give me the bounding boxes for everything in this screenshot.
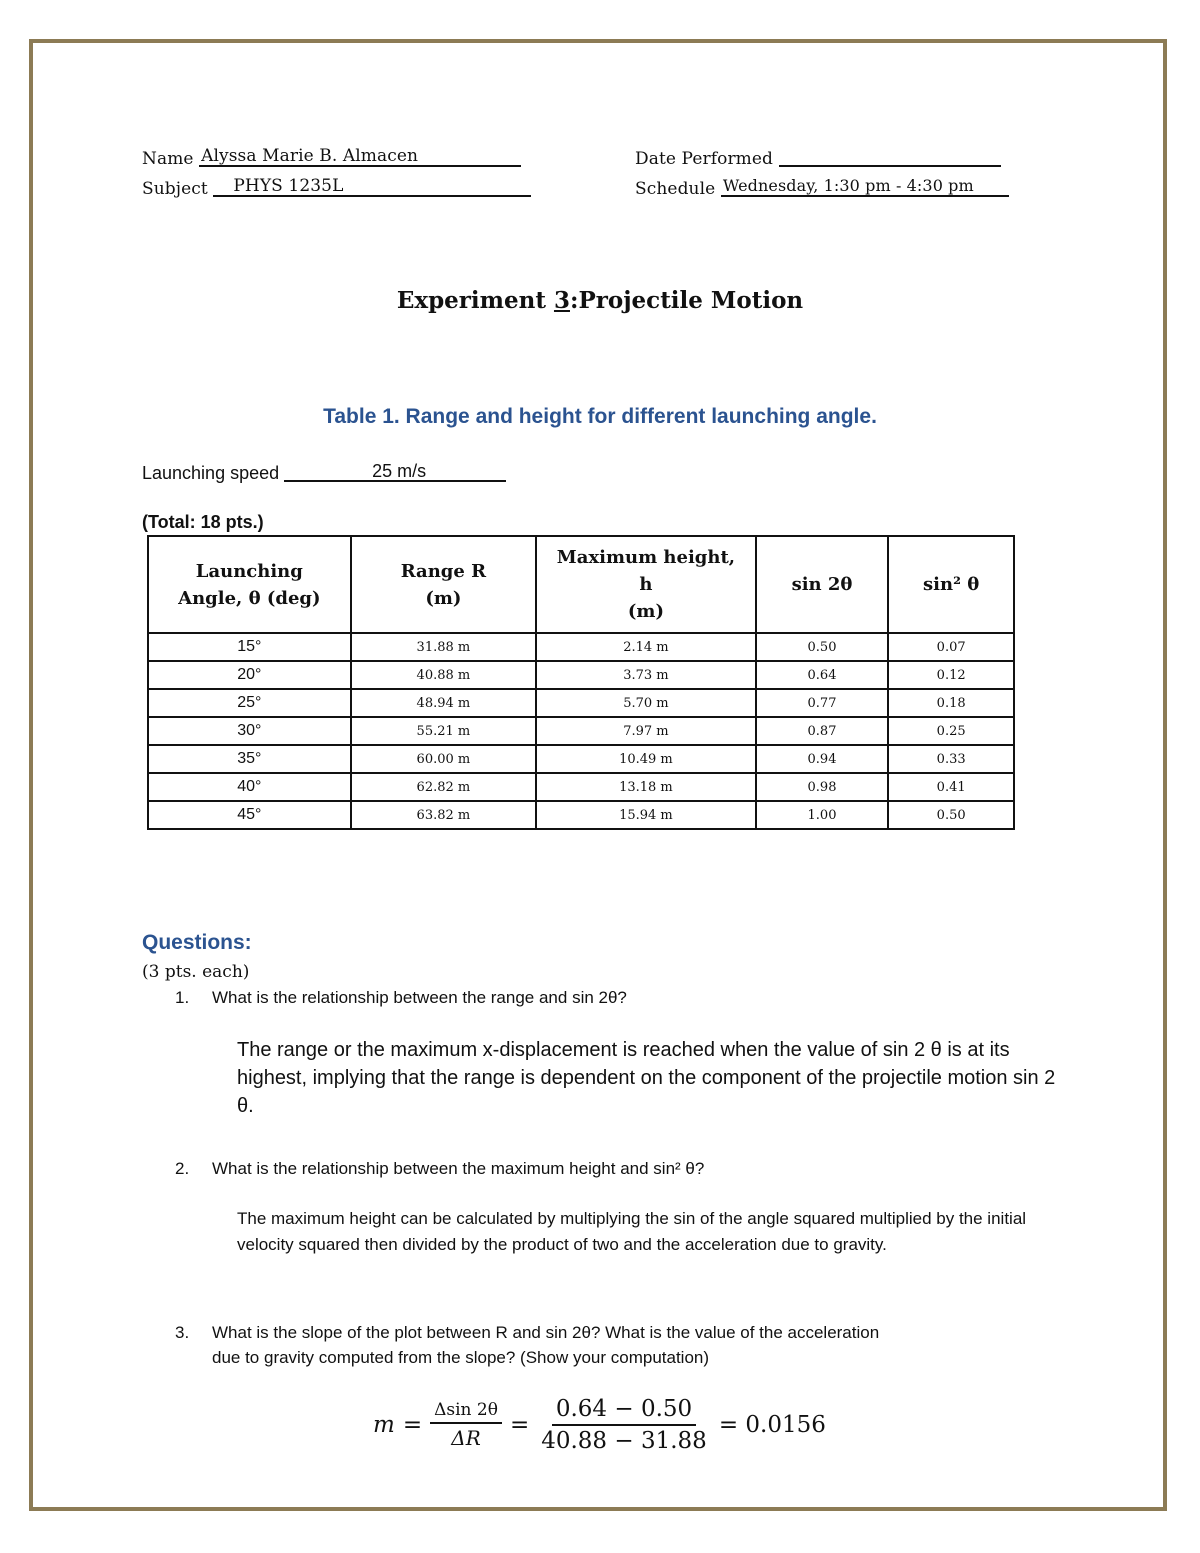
fraction-1-numerator: Δsin 2θ xyxy=(430,1400,502,1424)
cell-sin2t: 1.00 xyxy=(756,801,889,829)
equation-fraction-2 xyxy=(537,1396,711,1454)
table-row xyxy=(148,661,1014,689)
cell-angle: 25° xyxy=(148,689,351,717)
question-3-number: 3. xyxy=(175,1323,190,1342)
subject-label: Subject xyxy=(142,179,208,199)
cell-angle: 35° xyxy=(148,745,351,773)
question-1-text: What is the relationship between the range and sin 2θ? xyxy=(212,988,627,1007)
question-2-number: 2. xyxy=(175,1159,190,1178)
cell-sin2t: 0.94 xyxy=(756,745,889,773)
equation-equals: = xyxy=(402,1412,423,1438)
table-row xyxy=(148,745,1014,773)
question-3-text-line2: due to gravity computed from the slope? (Show your computation) xyxy=(212,1348,710,1367)
questions-heading: Questions: xyxy=(142,931,252,954)
fraction-1-denominator: ΔR xyxy=(451,1426,481,1450)
cell-height: 13.18 m xyxy=(536,773,756,801)
page-title: Experiment 3:Projectile Motion xyxy=(396,287,804,314)
cell-range: 60.00 m xyxy=(351,745,537,773)
date-field xyxy=(635,146,1001,169)
cell-height: 15.94 m xyxy=(536,801,756,829)
cell-sinsq: 0.33 xyxy=(888,745,1014,773)
total-points: (Total: 18 pts.) xyxy=(142,512,264,532)
cell-height: 3.73 m xyxy=(536,661,756,689)
question-3 xyxy=(175,1323,880,1343)
cell-height: 7.97 m xyxy=(536,717,756,745)
cell-sinsq: 0.18 xyxy=(888,689,1014,717)
data-table xyxy=(147,535,1015,830)
question-2 xyxy=(175,1159,705,1179)
question-1 xyxy=(175,988,627,1008)
fraction-2-denominator: 40.88 − 31.88 xyxy=(541,1428,707,1454)
col-header-height: Maximum height, h (m) xyxy=(536,536,756,633)
cell-range: 62.82 m xyxy=(351,773,537,801)
answer-1: The range or the maximum x-displacement is reached when the value of sin 2 θ is at its highest, implying that the range is dependent on the component of the projectile motion sin 2 θ. xyxy=(237,1039,1056,1117)
table-row xyxy=(148,689,1014,717)
cell-angle: 45° xyxy=(148,801,351,829)
table-caption: Table 1. Range and height for different launching angle. xyxy=(323,405,877,428)
cell-height: 10.49 m xyxy=(536,745,756,773)
name-field xyxy=(142,146,521,169)
name-value: Alyssa Marie B. Almacen xyxy=(201,146,419,166)
experiment-number: 3 xyxy=(553,287,570,314)
equation-fraction-1 xyxy=(430,1400,502,1450)
question-3-text-line1: What is the slope of the plot between R and sin 2θ? What is the value of the acceleration xyxy=(212,1323,880,1342)
cell-sinsq: 0.25 xyxy=(888,717,1014,745)
cell-angle: 20° xyxy=(148,661,351,689)
equation-lhs: m xyxy=(373,1412,395,1438)
cell-sin2t: 0.87 xyxy=(756,717,889,745)
equation-result: = 0.0156 xyxy=(718,1412,826,1438)
cell-sinsq: 0.12 xyxy=(888,661,1014,689)
launching-speed xyxy=(142,461,506,484)
question-1-number: 1. xyxy=(175,988,190,1007)
cell-sinsq: 0.07 xyxy=(888,633,1014,661)
table-row xyxy=(148,717,1014,745)
col-header-range: Range R (m) xyxy=(351,536,537,633)
question-2-text: What is the relationship between the maximum height and sin² θ? xyxy=(212,1159,705,1178)
cell-angle: 40° xyxy=(148,773,351,801)
date-label: Date Performed xyxy=(635,149,774,169)
cell-sinsq: 0.41 xyxy=(888,773,1014,801)
cell-sin2t: 0.50 xyxy=(756,633,889,661)
answer-2: The maximum height can be calculated by multiplying the sin of the angle squared multiplied by the initial velocity squared then divided by the product of two and the acceleration due to gravity. xyxy=(237,1209,1027,1254)
questions-points: (3 pts. each) xyxy=(142,962,250,982)
cell-range: 55.21 m xyxy=(351,717,537,745)
cell-sin2t: 0.98 xyxy=(756,773,889,801)
schedule-value: Wednesday, 1:30 pm - 4:30 pm xyxy=(722,176,974,195)
cell-sin2t: 0.64 xyxy=(756,661,889,689)
col-header-angle: Launching Angle, θ (deg) xyxy=(148,536,351,633)
cell-range: 63.82 m xyxy=(351,801,537,829)
table-row xyxy=(148,633,1014,661)
schedule-label: Schedule xyxy=(635,179,716,199)
subject-field xyxy=(142,176,531,199)
name-label: Name xyxy=(142,149,194,169)
slope-equation xyxy=(373,1396,826,1454)
launching-speed-value: 25 m/s xyxy=(372,461,427,481)
cell-height: 2.14 m xyxy=(536,633,756,661)
col-header-sinsq: sin² θ xyxy=(888,536,1014,633)
schedule-field xyxy=(635,176,1009,199)
cell-range: 31.88 m xyxy=(351,633,537,661)
col-header-sin2t: sin 2θ xyxy=(756,536,889,633)
cell-sinsq: 0.50 xyxy=(888,801,1014,829)
table-header-row xyxy=(148,536,1014,633)
table-row xyxy=(148,773,1014,801)
cell-range: 40.88 m xyxy=(351,661,537,689)
cell-height: 5.70 m xyxy=(536,689,756,717)
launching-speed-label: Launching speed xyxy=(142,463,280,483)
cell-angle: 15° xyxy=(148,633,351,661)
cell-sin2t: 0.77 xyxy=(756,689,889,717)
cell-range: 48.94 m xyxy=(351,689,537,717)
equation-equals-2: = xyxy=(509,1412,530,1438)
fraction-2-numerator: 0.64 − 0.50 xyxy=(552,1396,696,1426)
subject-value: PHYS 1235L xyxy=(233,176,344,196)
cell-angle: 30° xyxy=(148,717,351,745)
table-row xyxy=(148,801,1014,829)
